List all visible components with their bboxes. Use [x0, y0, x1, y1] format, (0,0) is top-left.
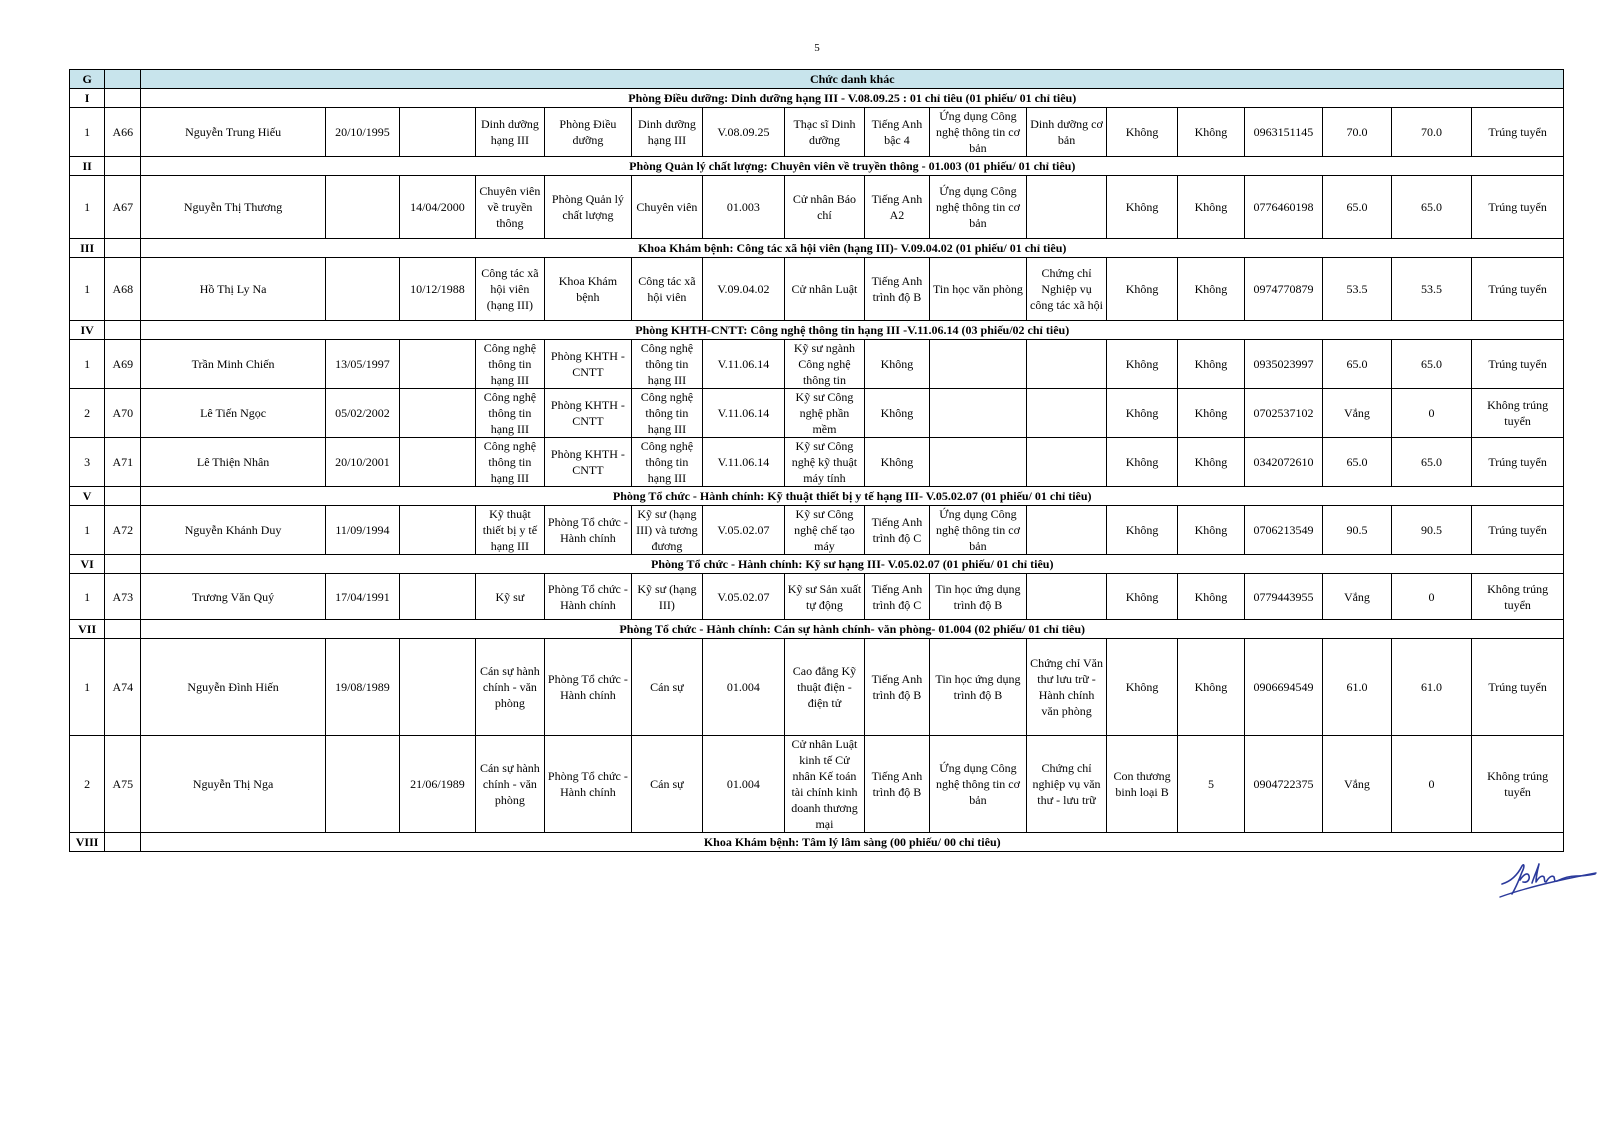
- row-name: Nguyễn Khánh Duy: [141, 506, 325, 555]
- row-dob-female: [400, 639, 476, 736]
- row-score: 65.0: [1323, 340, 1391, 389]
- section-header-row: [70, 555, 1564, 574]
- row-priority: Không: [1106, 389, 1177, 438]
- section-title: Phòng Quản lý chất lượng: Chuyên viên về truyền thông - 01.003 (01 phiếu/ 01 chỉ tiêu): [141, 157, 1564, 176]
- row-result: Không trúng tuyển: [1472, 389, 1564, 438]
- row-certificate: [1027, 340, 1107, 389]
- row-result: Trúng tuyển: [1472, 506, 1564, 555]
- row-title: Dinh dưỡng hạng III: [631, 108, 702, 157]
- row-dob-male: 05/02/2002: [325, 389, 399, 438]
- row-department: Phòng Tổ chức - Hành chính: [545, 574, 632, 620]
- table-row: [70, 176, 1564, 239]
- row-certificate: [1027, 389, 1107, 438]
- section-header-row: [70, 321, 1564, 340]
- row-certificate: [1027, 438, 1107, 487]
- row-code: V.08.09.25: [703, 108, 785, 157]
- table-row: [70, 639, 1564, 736]
- section-code: II: [70, 157, 105, 176]
- table-row: [70, 438, 1564, 487]
- row-sbd: A75: [105, 736, 141, 833]
- row-foreign-language: Không: [865, 389, 929, 438]
- row-foreign-language: Tiếng Anh bậc 4: [865, 108, 929, 157]
- row-priority-points: Không: [1178, 340, 1244, 389]
- row-sbd: A67: [105, 176, 141, 239]
- row-foreign-language: Tiếng Anh A2: [865, 176, 929, 239]
- row-foreign-language: Không: [865, 438, 929, 487]
- row-it-skill: Ứng dụng Công nghệ thông tin cơ bản: [929, 736, 1027, 833]
- row-title: Kỹ sư (hạng III): [631, 574, 702, 620]
- group-header-row: [70, 70, 1564, 89]
- row-phone: 0974770879: [1244, 258, 1323, 321]
- section-code: IV: [70, 321, 105, 340]
- row-title: Cán sự: [631, 736, 702, 833]
- row-degree: Cao đẳng Kỹ thuật điện - điện tử: [784, 639, 865, 736]
- row-position: Cán sự hành chính - văn phòng: [475, 736, 544, 833]
- row-result: Trúng tuyển: [1472, 108, 1564, 157]
- row-title: Kỹ sư (hạng III) và tương đương: [631, 506, 702, 555]
- row-certificate: Chứng chỉ Văn thư lưu trữ - Hành chính văn phòng: [1027, 639, 1107, 736]
- row-degree: Cử nhân Luật: [784, 258, 865, 321]
- row-code: 01.004: [703, 639, 785, 736]
- row-position: Dinh dưỡng hạng III: [475, 108, 544, 157]
- row-phone: 0935023997: [1244, 340, 1323, 389]
- row-total: 61.0: [1391, 639, 1472, 736]
- row-phone: 0776460198: [1244, 176, 1323, 239]
- section-header-row: [70, 833, 1564, 852]
- section-title: Phòng Điều dưỡng: Dinh dưỡng hạng III - V.08.09.25 : 01 chỉ tiêu (01 phiếu/ 01 chỉ tiêu): [141, 89, 1564, 108]
- row-dob-male: 20/10/1995: [325, 108, 399, 157]
- row-name: Nguyễn Thị Thương: [141, 176, 325, 239]
- row-sbd: A73: [105, 574, 141, 620]
- row-score: 53.5: [1323, 258, 1391, 321]
- row-dob-male: 19/08/1989: [325, 639, 399, 736]
- row-department: Phòng Quản lý chất lượng: [545, 176, 632, 239]
- row-score: 61.0: [1323, 639, 1391, 736]
- row-phone: 0963151145: [1244, 108, 1323, 157]
- row-result: Trúng tuyển: [1472, 639, 1564, 736]
- section-code: III: [70, 239, 105, 258]
- group-empty-cell: [105, 70, 141, 89]
- row-priority-points: Không: [1178, 639, 1244, 736]
- row-stt: 3: [70, 438, 105, 487]
- row-priority-points: Không: [1178, 506, 1244, 555]
- row-department: Phòng KHTH - CNTT: [545, 438, 632, 487]
- group-code: G: [70, 70, 105, 89]
- row-degree: Kỹ sư ngành Công nghệ thông tin: [784, 340, 865, 389]
- table-row: [70, 736, 1564, 833]
- table-row: [70, 389, 1564, 438]
- table-row: [70, 340, 1564, 389]
- section-empty-cell: [105, 833, 141, 852]
- row-certificate: Chứng chỉ Nghiệp vụ công tác xã hội: [1027, 258, 1107, 321]
- row-title: Công nghệ thông tin hạng III: [631, 389, 702, 438]
- row-dob-female: [400, 574, 476, 620]
- section-code: VII: [70, 620, 105, 639]
- row-phone: 0779443955: [1244, 574, 1323, 620]
- section-empty-cell: [105, 321, 141, 340]
- row-position: Chuyên viên về truyền thông: [475, 176, 544, 239]
- section-title: Khoa Khám bệnh: Công tác xã hội viên (hạng III)- V.09.04.02 (01 phiếu/ 01 chỉ tiêu): [141, 239, 1564, 258]
- row-degree: Kỹ sư Sản xuất tự động: [784, 574, 865, 620]
- row-code: V.05.02.07: [703, 506, 785, 555]
- row-sbd: A74: [105, 639, 141, 736]
- row-total: 0: [1391, 389, 1472, 438]
- group-title: Chức danh khác: [141, 70, 1564, 89]
- row-result: Không trúng tuyển: [1472, 736, 1564, 833]
- row-stt: 1: [70, 108, 105, 157]
- row-total: 65.0: [1391, 438, 1472, 487]
- row-department: Phòng Tổ chức - Hành chính: [545, 506, 632, 555]
- row-dob-female: [400, 506, 476, 555]
- row-dob-male: 17/04/1991: [325, 574, 399, 620]
- row-priority-points: Không: [1178, 574, 1244, 620]
- row-degree: Cử nhân Luật kinh tế Cử nhân Kế toán tài chính kinh doanh thương mại: [784, 736, 865, 833]
- section-header-row: [70, 620, 1564, 639]
- section-title: Phòng Tổ chức - Hành chính: Kỹ sư hạng III- V.05.02.07 (01 phiếu/ 01 chỉ tiêu): [141, 555, 1564, 574]
- row-phone: 0906694549: [1244, 639, 1323, 736]
- row-result: Trúng tuyển: [1472, 176, 1564, 239]
- row-total: 65.0: [1391, 176, 1472, 239]
- row-position: Công nghệ thông tin hạng III: [475, 340, 544, 389]
- row-foreign-language: Tiếng Anh trình độ C: [865, 574, 929, 620]
- row-priority: Không: [1106, 108, 1177, 157]
- row-phone: 0342072610: [1244, 438, 1323, 487]
- row-certificate: Chứng chỉ nghiệp vụ văn thư - lưu trữ: [1027, 736, 1107, 833]
- row-stt: 1: [70, 506, 105, 555]
- row-position: Cán sự hành chính - văn phòng: [475, 639, 544, 736]
- section-code: VI: [70, 555, 105, 574]
- page-number: 5: [814, 42, 820, 54]
- row-it-skill: Ứng dụng Công nghệ thông tin cơ bản: [929, 176, 1027, 239]
- row-total: 53.5: [1391, 258, 1472, 321]
- row-dob-female: 10/12/1988: [400, 258, 476, 321]
- row-priority-points: Không: [1178, 258, 1244, 321]
- row-priority-points: Không: [1178, 438, 1244, 487]
- row-dob-male: [325, 258, 399, 321]
- row-name: Nguyễn Thị Nga: [141, 736, 325, 833]
- row-phone: 0702537102: [1244, 389, 1323, 438]
- section-title: Phòng Tổ chức - Hành chính: Kỹ thuật thiết bị y tế hạng III- V.05.02.07 (01 phiếu/ 01 chỉ tiêu): [141, 487, 1564, 506]
- row-name: Nguyễn Đình Hiến: [141, 639, 325, 736]
- row-foreign-language: Tiếng Anh trình độ C: [865, 506, 929, 555]
- row-it-skill: [929, 438, 1027, 487]
- section-header-row: [70, 487, 1564, 506]
- row-priority-points: Không: [1178, 389, 1244, 438]
- row-score: 70.0: [1323, 108, 1391, 157]
- row-foreign-language: Tiếng Anh trình độ B: [865, 639, 929, 736]
- table-row: [70, 258, 1564, 321]
- row-title: Công tác xã hội viên: [631, 258, 702, 321]
- row-total: 65.0: [1391, 340, 1472, 389]
- row-degree: Cử nhân Báo chí: [784, 176, 865, 239]
- row-code: V.11.06.14: [703, 340, 785, 389]
- row-name: Lê Thiện Nhân: [141, 438, 325, 487]
- row-sbd: A69: [105, 340, 141, 389]
- section-empty-cell: [105, 89, 141, 108]
- row-title: Công nghệ thông tin hạng III: [631, 340, 702, 389]
- row-score: Vắng: [1323, 389, 1391, 438]
- table-row: [70, 506, 1564, 555]
- row-stt: 1: [70, 340, 105, 389]
- row-sbd: A66: [105, 108, 141, 157]
- row-total: 70.0: [1391, 108, 1472, 157]
- section-empty-cell: [105, 487, 141, 506]
- row-name: Trương Văn Quý: [141, 574, 325, 620]
- section-empty-cell: [105, 620, 141, 639]
- section-code: VIII: [70, 833, 105, 852]
- row-sbd: A70: [105, 389, 141, 438]
- row-name: Hồ Thị Ly Na: [141, 258, 325, 321]
- row-priority: Không: [1106, 506, 1177, 555]
- row-title: Chuyên viên: [631, 176, 702, 239]
- row-department: Phòng Tổ chức - Hành chính: [545, 639, 632, 736]
- row-stt: 1: [70, 574, 105, 620]
- row-department: Khoa Khám bệnh: [545, 258, 632, 321]
- signature-icon: [1498, 853, 1598, 903]
- row-score: 90.5: [1323, 506, 1391, 555]
- row-it-skill: [929, 340, 1027, 389]
- row-dob-female: [400, 438, 476, 487]
- row-priority-points: Không: [1178, 176, 1244, 239]
- row-code: 01.003: [703, 176, 785, 239]
- section-code: V: [70, 487, 105, 506]
- row-position: Công tác xã hội viên (hạng III): [475, 258, 544, 321]
- row-dob-male: [325, 176, 399, 239]
- row-priority: Không: [1106, 340, 1177, 389]
- row-dob-female: 14/04/2000: [400, 176, 476, 239]
- section-title: Khoa Khám bệnh: Tâm lý lâm sàng (00 phiếu/ 00 chỉ tiêu): [141, 833, 1564, 852]
- row-stt: 1: [70, 639, 105, 736]
- row-foreign-language: Không: [865, 340, 929, 389]
- row-degree: Kỹ sư Công nghệ chế tạo máy: [784, 506, 865, 555]
- row-foreign-language: Tiếng Anh trình độ B: [865, 736, 929, 833]
- row-code: V.05.02.07: [703, 574, 785, 620]
- row-code: V.11.06.14: [703, 389, 785, 438]
- section-header-row: [70, 157, 1564, 176]
- row-degree: Thạc sĩ Dinh dưỡng: [784, 108, 865, 157]
- row-sbd: A72: [105, 506, 141, 555]
- row-priority: Không: [1106, 639, 1177, 736]
- row-department: Phòng KHTH - CNTT: [545, 389, 632, 438]
- row-name: Nguyễn Trung Hiếu: [141, 108, 325, 157]
- row-code: V.11.06.14: [703, 438, 785, 487]
- row-certificate: [1027, 574, 1107, 620]
- row-priority-points: 5: [1178, 736, 1244, 833]
- row-code: V.09.04.02: [703, 258, 785, 321]
- row-priority: Không: [1106, 258, 1177, 321]
- row-phone: 0904722375: [1244, 736, 1323, 833]
- row-it-skill: Tin học ứng dụng trình độ B: [929, 574, 1027, 620]
- row-score: 65.0: [1323, 176, 1391, 239]
- row-position: Kỹ thuật thiết bị y tế hạng III: [475, 506, 544, 555]
- row-stt: 1: [70, 176, 105, 239]
- row-result: Không trúng tuyển: [1472, 574, 1564, 620]
- row-sbd: A68: [105, 258, 141, 321]
- row-position: Công nghệ thông tin hạng III: [475, 389, 544, 438]
- row-dob-female: [400, 108, 476, 157]
- row-priority: Con thương binh loại B: [1106, 736, 1177, 833]
- row-result: Trúng tuyển: [1472, 340, 1564, 389]
- section-header-row: [70, 89, 1564, 108]
- row-certificate: Dinh dưỡng cơ bản: [1027, 108, 1107, 157]
- row-result: Trúng tuyển: [1472, 258, 1564, 321]
- row-certificate: [1027, 506, 1107, 555]
- row-foreign-language: Tiếng Anh trình độ B: [865, 258, 929, 321]
- section-empty-cell: [105, 239, 141, 258]
- row-code: 01.004: [703, 736, 785, 833]
- row-dob-male: 13/05/1997: [325, 340, 399, 389]
- row-score: 65.0: [1323, 438, 1391, 487]
- row-stt: 2: [70, 389, 105, 438]
- section-title: Phòng Tổ chức - Hành chính: Cán sự hành chính- văn phòng- 01.004 (02 phiếu/ 01 chỉ tiêu): [141, 620, 1564, 639]
- row-position: Kỹ sư: [475, 574, 544, 620]
- section-header-row: [70, 239, 1564, 258]
- row-it-skill: Tin học văn phòng: [929, 258, 1027, 321]
- results-table: [69, 69, 1564, 852]
- row-dob-female: [400, 389, 476, 438]
- row-certificate: [1027, 176, 1107, 239]
- row-it-skill: Tin học ứng dụng trình độ B: [929, 639, 1027, 736]
- row-department: Phòng Điều dưỡng: [545, 108, 632, 157]
- section-title: Phòng KHTH-CNTT: Công nghệ thông tin hạng III -V.11.06.14 (03 phiếu/02 chỉ tiêu): [141, 321, 1564, 340]
- row-name: Trần Minh Chiến: [141, 340, 325, 389]
- row-degree: Kỹ sư Công nghệ phần mềm: [784, 389, 865, 438]
- row-it-skill: Ứng dụng Công nghệ thông tin cơ bản: [929, 506, 1027, 555]
- row-dob-female: [400, 340, 476, 389]
- section-empty-cell: [105, 555, 141, 574]
- row-dob-female: 21/06/1989: [400, 736, 476, 833]
- row-total: 0: [1391, 736, 1472, 833]
- section-code: I: [70, 89, 105, 108]
- row-priority-points: Không: [1178, 108, 1244, 157]
- row-it-skill: Ứng dụng Công nghệ thông tin cơ bản: [929, 108, 1027, 157]
- row-dob-male: [325, 736, 399, 833]
- row-title: Công nghệ thông tin hạng III: [631, 438, 702, 487]
- row-sbd: A71: [105, 438, 141, 487]
- results-table-body: [70, 70, 1564, 852]
- row-result: Trúng tuyển: [1472, 438, 1564, 487]
- row-degree: Kỹ sư Công nghệ kỹ thuật máy tính: [784, 438, 865, 487]
- row-stt: 1: [70, 258, 105, 321]
- section-empty-cell: [105, 157, 141, 176]
- row-department: Phòng Tổ chức - Hành chính: [545, 736, 632, 833]
- row-total: 0: [1391, 574, 1472, 620]
- row-total: 90.5: [1391, 506, 1472, 555]
- row-priority: Không: [1106, 438, 1177, 487]
- row-priority: Không: [1106, 176, 1177, 239]
- row-position: Công nghệ thông tin hạng III: [475, 438, 544, 487]
- row-score: Vắng: [1323, 574, 1391, 620]
- row-department: Phòng KHTH - CNTT: [545, 340, 632, 389]
- row-dob-male: 20/10/2001: [325, 438, 399, 487]
- row-score: Vắng: [1323, 736, 1391, 833]
- row-stt: 2: [70, 736, 105, 833]
- row-phone: 0706213549: [1244, 506, 1323, 555]
- row-title: Cán sự: [631, 639, 702, 736]
- table-row: [70, 574, 1564, 620]
- table-row: [70, 108, 1564, 157]
- row-it-skill: [929, 389, 1027, 438]
- row-name: Lê Tiến Ngọc: [141, 389, 325, 438]
- row-priority: Không: [1106, 574, 1177, 620]
- row-dob-male: 11/09/1994: [325, 506, 399, 555]
